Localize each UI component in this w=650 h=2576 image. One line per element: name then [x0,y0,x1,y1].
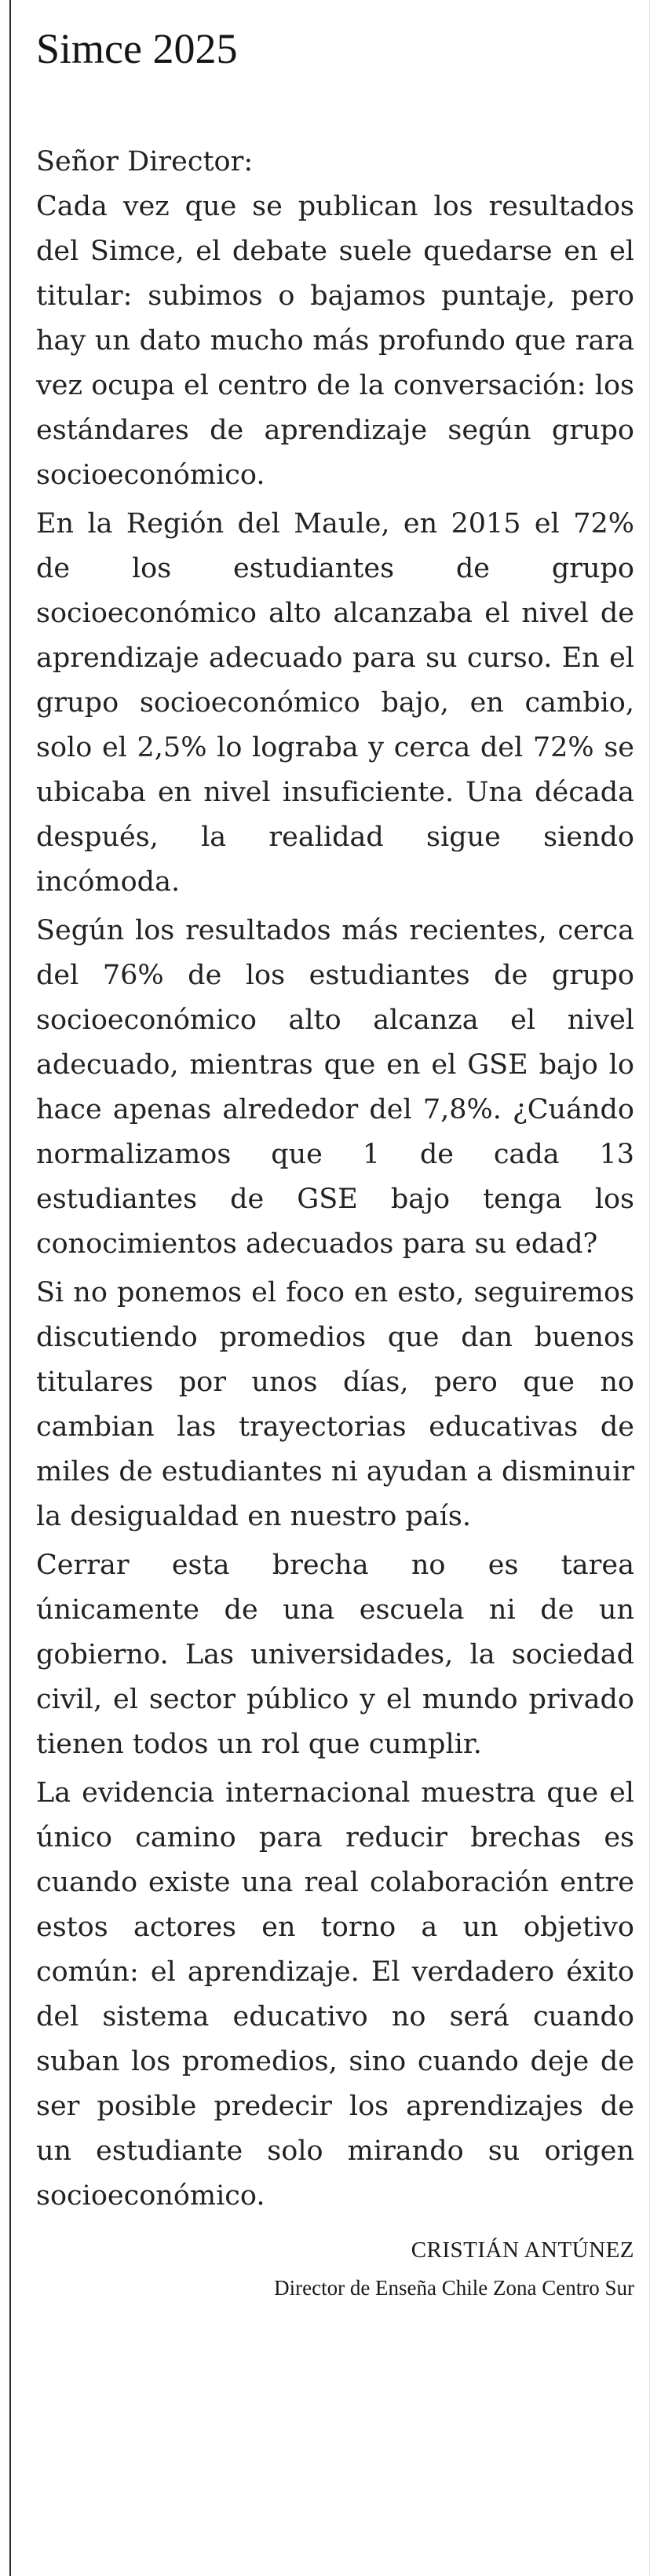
letter-title: Simce 2025 [36,25,238,72]
author-role: Director de Enseña Chile Zona Centro Sur [274,2276,634,2300]
paragraph-2: En la Región del Maule, en 2015 el 72% de los estudiantes de grupo socioeconómico alto alcanzaba el nivel de aprendizaje adecuado para su curso. En el grupo socioeconómico bajo, en cambio, solo el 2,5% lo lograba y cerca del 72% se ubicaba en nivel insuficiente. Una década después, la realidad sigue siendo incómoda. [36,508,634,898]
salutation: Señor Director: [36,146,254,177]
author-name: CRISTIÁN ANTÚNEZ [411,2238,634,2263]
column-rule [9,0,11,2576]
paragraph-1: Cada vez que se publican los resultados del Simce, el debate suele quedarse en el titular: subimos o bajamos puntaje, pero hay un dato mucho más profundo que rara vez ocupa el centro de la conversación: los estándares de aprendizaje según grupo socioeconómico. [36,191,634,491]
paragraph-5: Cerrar esta brecha no es tarea únicamente de una escuela ni de un gobierno. Las universidades, la sociedad civil, el sector público y el mundo privado tienen todos un rol que cumplir. [36,1550,634,1760]
signature-block [36,2233,634,2308]
paragraph-6: La evidencia internacional muestra que el único camino para reducir brechas es cuando existe una real colaboración entre estos actores en torno a un objetivo común: el aprendizaje. El verdadero éxito del sistema educativo no será cuando suban los promedios, sino cuando deje de ser posible predecir los aprendizajes de un estudiante solo mirando su origen socioeconómico. [36,1777,634,2212]
paragraph-4: Si no ponemos el foco en esto, seguiremos discutiendo promedios que dan buenos titulares por unos días, pero que no cambian las trayectorias educativas de miles de estudiantes ni ayudan a disminuir la desigualdad en nuestro país. [36,1277,634,1532]
paragraph-3: Según los resultados más recientes, cerca del 76% de los estudiantes de grupo socioeconómico alto alcanza el nivel adecuado, mientras que en el GSE bajo lo hace apenas alrededor del 7,8%. ¿Cuándo normalizamos que 1 de cada 13 estudiantes de GSE bajo tenga los conocimientos adecuados para su edad? [36,915,634,1260]
letter-to-editor [36,24,634,2308]
